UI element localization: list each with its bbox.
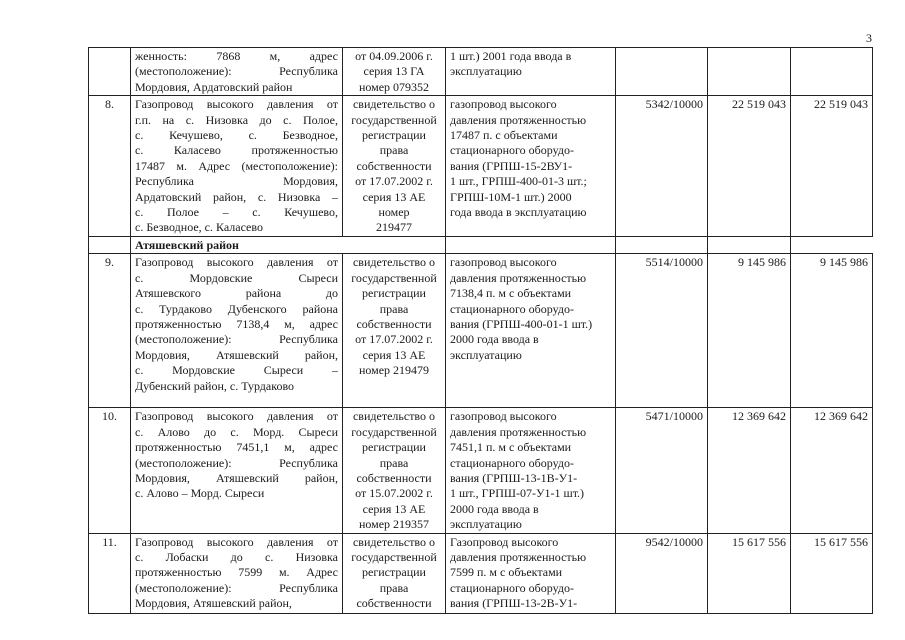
table-row: [89, 533, 873, 613]
object-details-line: стационарного оборудо-: [450, 301, 574, 316]
region-spacer: [446, 236, 616, 253]
ownership-share: 9542/10000: [616, 533, 708, 613]
object-details: [446, 533, 616, 613]
object-description-line: с. Безводное, с. Каласево: [135, 220, 263, 235]
object-description-line: Дубенский район, с. Турдаково: [135, 378, 295, 393]
ownership-document-line: регистрации: [362, 565, 426, 580]
object-description: [131, 96, 343, 237]
object-description-line: г.п. на с. Низовка до с. Полое,: [135, 112, 338, 127]
object-details-line: давления протяженностью: [450, 270, 587, 285]
object-details-line: эксплуатацию: [450, 517, 522, 532]
region-spacer: [89, 236, 131, 253]
ownership-document-line: собственности: [356, 470, 432, 485]
object-description-line: Газопровод высокого давления от: [135, 97, 338, 112]
value-column-1: 12 369 642: [708, 408, 791, 533]
object-details-line: эксплуатацию: [450, 64, 522, 79]
object-details: [446, 408, 616, 533]
object-description-line: с. Полое – с. Кечушево,: [135, 205, 338, 220]
object-description-line: (местоположение): Республика: [135, 332, 338, 347]
object-description-line: Атяшевского района до: [135, 286, 338, 301]
ownership-document-line: регистрации: [362, 128, 426, 143]
object-description-line: Мордовия, Ардатовский район: [135, 79, 293, 94]
ownership-document-line: номер 219357: [358, 517, 430, 532]
ownership-document-line: серия 13 АЕ: [362, 501, 426, 516]
ownership-share: [616, 48, 708, 96]
object-details-line: 1 шт., ГРПШ-07-У1-1 шт.): [450, 486, 585, 501]
ownership-document-line: серия 13 ГА: [363, 64, 425, 79]
ownership-document-line: государственной: [351, 549, 437, 564]
object-details-line: 7451,1 п. м с объектами: [450, 440, 572, 455]
object-description-line: (местоположение): Республика: [135, 64, 338, 79]
ownership-document-line: серия 13 АЕ: [362, 347, 426, 362]
object-details-line: газопровод высокого: [450, 97, 557, 112]
value-column-1: [708, 48, 791, 96]
ownership-share: 5471/10000: [616, 408, 708, 533]
row-number: [89, 48, 131, 96]
object-description-line: Газопровод высокого давления от: [135, 534, 338, 549]
ownership-document-line: свидетельство о: [352, 534, 436, 549]
ownership-document-line: регистрации: [362, 286, 426, 301]
object-details: [446, 48, 616, 96]
object-description: [131, 533, 343, 613]
object-details-line: стационарного оборудо-: [450, 143, 574, 158]
object-details-line: давления протяженностью: [450, 112, 587, 127]
ownership-document-line: права: [379, 301, 409, 316]
object-description-line: с. Алово до с. Морд. Сыреси: [135, 424, 338, 439]
ownership-document-line: свидетельство о: [352, 409, 436, 424]
object-details-line: 7138,4 п. м с объектами: [450, 286, 572, 301]
region-name: Атяшевский район: [131, 236, 446, 253]
value-column-2: [791, 48, 873, 96]
object-description-line: Мордовия, Атяшевский район,: [135, 347, 338, 362]
value-column-2: 9 145 986: [791, 254, 873, 408]
object-description-line: (местоположение): Республика: [135, 455, 338, 470]
ownership-document-line: собственности: [356, 158, 432, 173]
ownership-document-line: номер 079352: [358, 79, 430, 94]
object-details-line: вания (ГРПШ-13-2В-У1-: [450, 596, 578, 611]
object-details-line: стационарного оборудо-: [450, 455, 574, 470]
region-spacer: [616, 236, 708, 253]
ownership-document-line: от 17.07.2002 г.: [355, 332, 433, 347]
object-description-line: Республика Мордовия,: [135, 174, 338, 189]
object-description-line: Газопровод высокого давления от: [135, 409, 338, 424]
object-details-line: газопровод высокого: [450, 409, 557, 424]
ownership-document-line: собственности: [356, 596, 432, 611]
value-column-1: 9 145 986: [708, 254, 791, 408]
value-column-2: 15 617 556: [791, 533, 873, 613]
object-details-line: вания (ГРПШ-400-01-1 шт.): [450, 316, 593, 331]
value-column-1: 22 519 043: [708, 96, 791, 237]
ownership-share: 5514/10000: [616, 254, 708, 408]
object-description-line: Мордовия, Атяшевский район,: [135, 596, 292, 611]
object-description-line: с. Алово – Морд. Сыреси: [135, 486, 265, 501]
object-details-line: эксплуатацию: [450, 347, 522, 362]
object-description: [131, 408, 343, 533]
object-details-line: газопровод высокого: [450, 255, 557, 270]
object-details-line: 17487 п. с объектами: [450, 128, 558, 143]
object-description-line: протяженностью 7451,1 м, адрес: [135, 440, 338, 455]
ownership-document-line: 219477: [376, 220, 412, 235]
row-number: 11.: [89, 533, 131, 613]
object-details-line: года ввода в эксплуатацию: [450, 205, 587, 220]
ownership-document-line: права: [379, 143, 409, 158]
value-column-2: 12 369 642: [791, 408, 873, 533]
object-details-line: давления протяженностью: [450, 549, 587, 564]
ownership-document-line: свидетельство о: [352, 255, 436, 270]
object-description-line: женность: 7868 м, адрес: [135, 49, 338, 63]
object-details: [446, 254, 616, 408]
object-description-line: с. Лобаски до с. Низовка: [135, 549, 338, 564]
ownership-document-line: номер: [378, 205, 410, 220]
object-description-line: протяженностью 7599 м. Адрес: [135, 565, 338, 580]
ownership-document-line: от 17.07.2002 г.: [355, 174, 433, 189]
page-number: 3: [866, 31, 872, 45]
object-description-line: Газопровод высокого давления от: [135, 255, 338, 270]
object-details: [446, 96, 616, 237]
property-registry-table: [88, 47, 873, 614]
ownership-document: [343, 408, 446, 533]
ownership-document: [343, 254, 446, 408]
table-row: [89, 408, 873, 533]
object-details-line: 1 шт.) 2001 года ввода в: [450, 49, 572, 63]
ownership-share: 5342/10000: [616, 96, 708, 237]
object-details-line: 2000 года ввода в: [450, 501, 539, 516]
object-details-line: давления протяженностью: [450, 424, 587, 439]
ownership-document-line: права: [379, 455, 409, 470]
region-spacer: [708, 236, 791, 253]
ownership-document-line: собственности: [356, 316, 432, 331]
object-details-line: Газопровод высокого: [450, 534, 559, 549]
ownership-document-line: государственной: [351, 112, 437, 127]
table-row: [89, 48, 873, 96]
object-details-line: 2000 года ввода в: [450, 332, 539, 347]
ownership-document: [343, 96, 446, 237]
row-number: 8.: [89, 96, 131, 237]
object-description: [131, 48, 343, 96]
value-column-2: 22 519 043: [791, 96, 873, 237]
object-description-line: с. Каласево протяженностью: [135, 143, 338, 158]
object-details-line: вания (ГРПШ-15-2ВУ1-: [450, 158, 573, 173]
ownership-document: [343, 48, 446, 96]
object-details-line: ГРПШ-10М-1 шт.) 2000: [450, 189, 572, 204]
object-details-line: стационарного оборудо-: [450, 580, 574, 595]
object-details-line: вания (ГРПШ-13-1В-У1-: [450, 470, 578, 485]
ownership-document-line: государственной: [351, 424, 437, 439]
table-row: [89, 96, 873, 237]
table-row: [89, 254, 873, 408]
ownership-document: [343, 533, 446, 613]
object-details-line: 1 шт., ГРПШ-400-01-3 шт.;: [450, 174, 587, 189]
object-description: [131, 254, 343, 408]
ownership-document-line: свидетельство о: [352, 97, 436, 112]
object-description-line: с. Мордовские Сыреси –: [135, 363, 338, 378]
region-row: [89, 236, 873, 253]
object-description-line: 17487 м. Адрес (местоположение):: [135, 158, 338, 173]
object-description-line: с. Турдаково Дубенского района: [135, 301, 338, 316]
row-number: 9.: [89, 254, 131, 408]
object-description-line: с. Мордовские Сыреси: [135, 270, 338, 285]
ownership-document-line: серия 13 АЕ: [362, 189, 426, 204]
object-description-line: с. Кечушево, с. Безводное,: [135, 128, 338, 143]
object-description-line: (местоположение): Республика: [135, 580, 338, 595]
object-description-line: Ардатовский район, с. Низовка –: [135, 189, 338, 204]
ownership-document-line: от 15.07.2002 г.: [355, 486, 433, 501]
ownership-document-line: права: [379, 580, 409, 595]
ownership-document-line: регистрации: [362, 440, 426, 455]
value-column-1: 15 617 556: [708, 533, 791, 613]
ownership-document-line: от 04.09.2006 г.: [355, 49, 433, 63]
object-description-line: Мордовия, Атяшевский район,: [135, 470, 338, 485]
object-description-line: протяженностью 7138,4 м, адрес: [135, 316, 338, 331]
ownership-document-line: номер 219479: [358, 363, 430, 378]
object-details-line: 7599 п. м с объектами: [450, 565, 563, 580]
ownership-document-line: государственной: [351, 270, 437, 285]
row-number: 10.: [89, 408, 131, 533]
